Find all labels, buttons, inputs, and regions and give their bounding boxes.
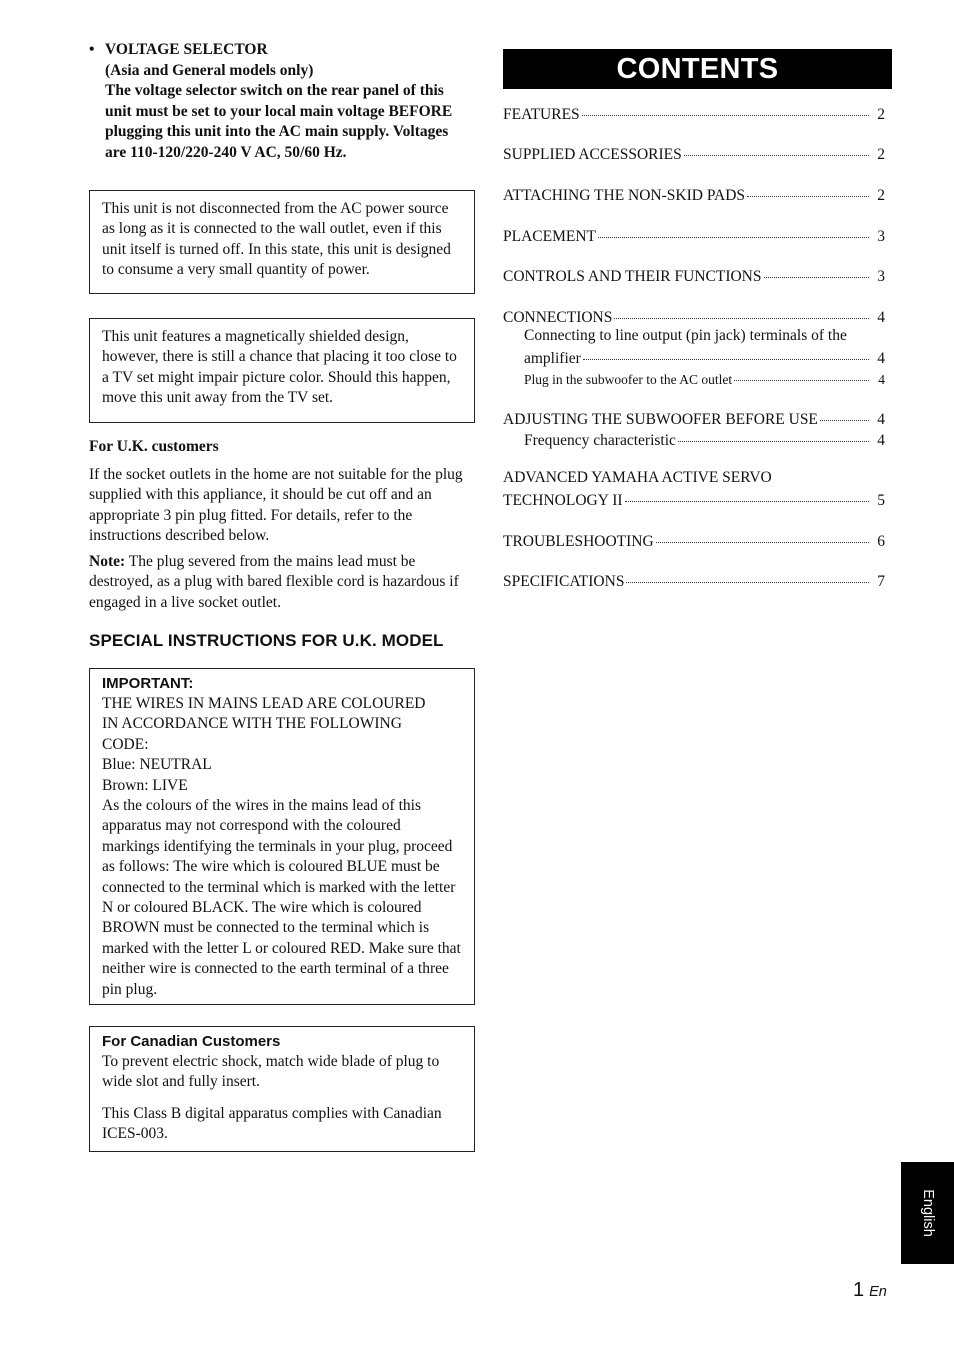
toc-label: SUPPLIED ACCESSORIES [503,146,682,163]
important-body: As the colours of the wires in the mains lead of this apparatus may not correspond with the coloured markings identifying the terminals in your plug, proceed as follows: The wire which is coloured BLUE must be connected to the terminal which is marked with the letter N or coloured BLACK. The wire which is coloured BROWN must be connected to the terminal which is marked with the letter L or coloured RED. Make sure that neither wire is connected to the earth terminal of a three pin plug. [102,797,461,998]
important-line: CODE: [102,735,149,753]
toc-page: 4 [877,350,885,368]
important-line: Brown: LIVE [102,776,188,794]
important-line: Blue: NEUTRAL [102,756,212,774]
canadian-customers-box [89,1026,475,1152]
toc-page: 7 [877,573,885,590]
toc-page: 5 [877,492,885,510]
important-box [89,668,475,1005]
toc-page: 4 [877,411,885,428]
voltage-selector-notice [89,40,481,163]
toc-label: TROUBLESHOOTING [503,533,654,550]
toc-entry-controls[interactable] [503,264,885,287]
uk-customers-paragraph: If the socket outlets in the home are not suitable for the plug supplied with this appliance, it should be cut off and an appropriate 3 pin plug fitted. For details, refer to the instructions described below. [89,466,463,545]
toc-page: 3 [877,268,885,285]
magnetic-notice-text: This unit features a magnetically shielded design, however, there is still a chance that placing it too close to a TV set might impair picture color. Should this happen, move this unit away from the TV set. [102,328,457,407]
toc-page: 2 [877,146,885,163]
toc-page: 6 [877,533,885,550]
voltage-line: are 110-120/220-240 V AC, 50/60 Hz. [105,143,347,161]
language-tab [901,1162,954,1264]
toc-label: ATTACHING THE NON-SKID PADS [503,187,746,204]
canadian-title: For Canadian Customers [102,1033,281,1050]
uk-note-text: The plug severed from the mains lead must be destroyed, as a plug with bared flexible cord is hazardous if engaged in a live socket outlet. [89,553,459,611]
toc-label: CONTROLS AND THEIR FUNCTIONS [503,268,762,285]
toc-entry-specifications[interactable] [503,569,885,592]
canadian-text-1: To prevent electric shock, match wide blade of plug to wide slot and fully insert. [102,1053,440,1091]
toc-label: SPECIFICATIONS [503,573,625,590]
canadian-text-2: This Class B digital apparatus complies with Canadian ICES-003. [102,1104,442,1143]
toc-entry-non-skid-pads[interactable] [503,183,885,206]
toc-page: 4 [877,432,885,449]
voltage-line: The voltage selector switch on the rear panel of this [105,82,444,99]
uk-note-label: Note: [89,553,126,570]
page-number-value: 1 [853,1279,865,1301]
toc-page: 2 [877,106,885,123]
toc-page: 3 [877,228,885,245]
toc-page: 4 [878,372,885,387]
toc-label: Frequency characteristic [524,432,676,449]
magnetic-notice-box [89,318,475,423]
toc-label: ADJUSTING THE SUBWOOFER BEFORE USE [503,411,818,428]
page-number [853,1279,887,1302]
voltage-line: unit must be set to your local main voltage BEFORE [105,102,453,120]
important-title: IMPORTANT: [102,675,194,692]
voltage-line: VOLTAGE SELECTOR [105,41,268,58]
contents-title: CONTENTS [503,49,892,89]
toc-entry-troubleshooting[interactable] [503,529,885,552]
toc-page: 4 [877,309,885,326]
toc-label: CONNECTIONS [503,309,613,326]
power-notice-text: This unit is not disconnected from the AC power source as long as it is connected to the wall outlet, even if this unit itself is turned off. In this state, this unit is designed to consume a very small quantity of power. [102,200,451,279]
toc-label: PLACEMENT [503,228,596,245]
voltage-line: plugging this unit into the AC main supply. Voltages [105,123,449,140]
voltage-line: (Asia and General models only) [105,61,314,79]
toc-entry-plug-in[interactable] [503,367,885,390]
important-line: IN ACCORDANCE WITH THE FOLLOWING [102,715,402,733]
special-instructions-heading: SPECIAL INSTRUCTIONS FOR U.K. MODEL [89,631,444,650]
toc-label: amplifier [524,350,581,368]
toc-label: TECHNOLOGY II [503,492,623,510]
toc-entry-placement[interactable] [503,224,885,247]
toc-entry-features[interactable] [503,102,885,125]
important-line: THE WIRES IN MAINS LEAD ARE COLOURED [102,695,426,712]
uk-customers-heading: For U.K. customers [89,438,219,455]
toc-label: Plug in the subwoofer to the AC outlet [524,372,733,387]
language-tab-label: English [919,1189,936,1237]
toc-entry-advanced-yamaha[interactable] [503,468,885,512]
toc-entry-connections[interactable] [503,305,885,328]
uk-note [89,552,477,613]
toc-label: FEATURES [503,106,580,123]
toc-entry-supplied-accessories[interactable] [503,142,885,165]
toc-label: Connecting to line output (pin jack) terminals of the [524,327,847,344]
toc-page: 2 [877,187,885,204]
toc-entry-frequency[interactable] [503,428,885,451]
bullet: • [89,41,95,58]
toc-label: ADVANCED YAMAHA ACTIVE SERVO [503,469,772,486]
power-notice-box [89,190,475,294]
page-suffix: En [869,1284,887,1300]
